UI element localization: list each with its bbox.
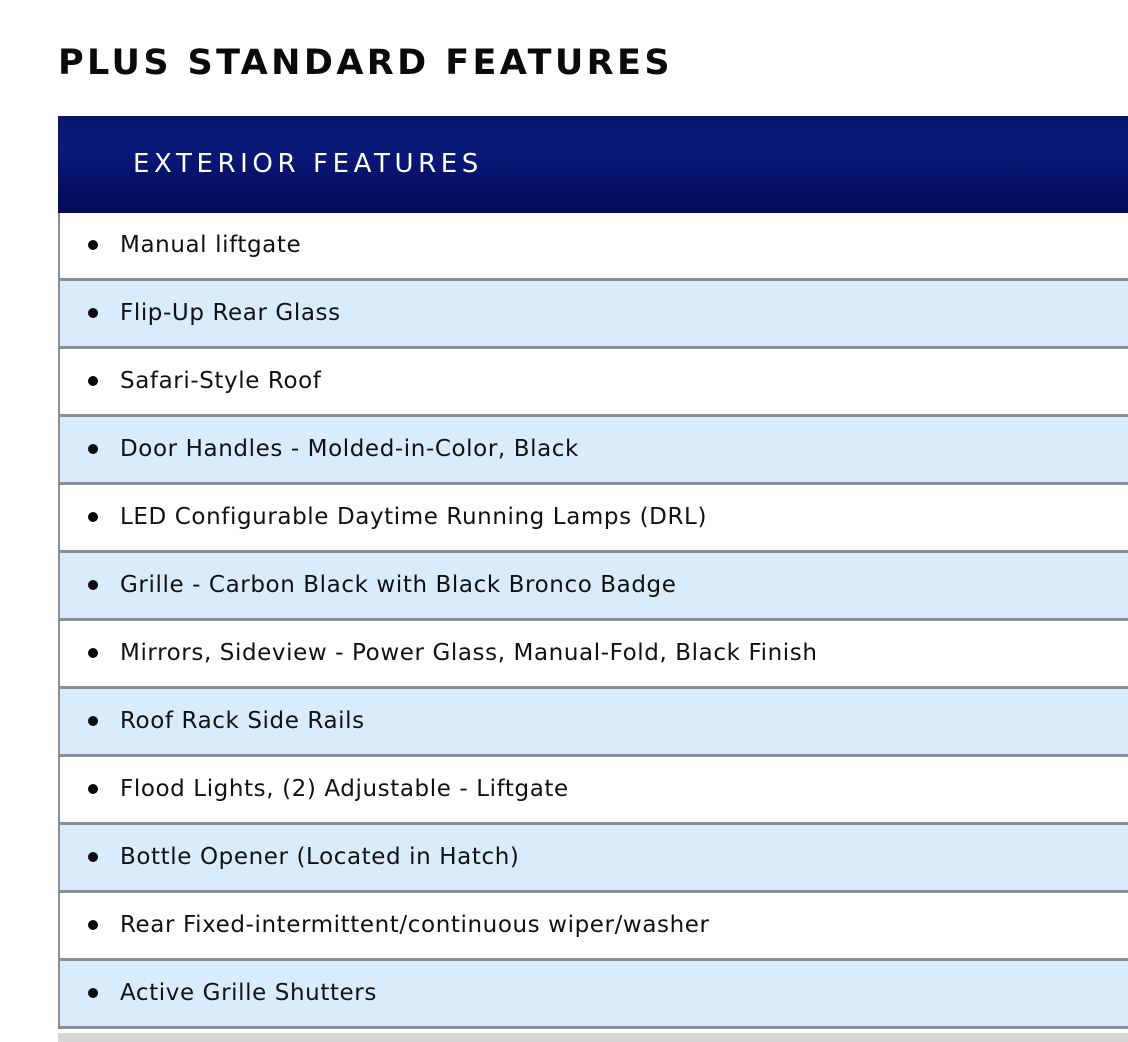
bullet-icon xyxy=(88,648,98,658)
list-item xyxy=(58,485,1128,553)
list-item xyxy=(58,349,1128,417)
page-title: PLUS STANDARD FEATURES xyxy=(58,43,673,83)
feature-label: Bottle Opener (Located in Hatch) xyxy=(120,844,520,870)
bullet-icon xyxy=(88,308,98,318)
list-item xyxy=(58,417,1128,485)
feature-label: Door Handles - Molded-in-Color, Black xyxy=(120,436,579,462)
bullet-icon xyxy=(88,376,98,386)
list-item xyxy=(58,961,1128,1029)
exterior-features-table xyxy=(58,116,1128,1029)
list-item xyxy=(58,553,1128,621)
feature-label: Mirrors, Sideview - Power Glass, Manual-Fold, Black Finish xyxy=(120,640,818,666)
section-header xyxy=(58,116,1128,213)
bullet-icon xyxy=(88,988,98,998)
feature-label: Flood Lights, (2) Adjustable - Liftgate xyxy=(120,776,569,802)
feature-label: Safari-Style Roof xyxy=(120,368,322,394)
feature-label: LED Configurable Daytime Running Lamps (DRL) xyxy=(120,504,708,530)
bullet-icon xyxy=(88,444,98,454)
bullet-icon xyxy=(88,716,98,726)
bullet-icon xyxy=(88,240,98,250)
list-item xyxy=(58,757,1128,825)
list-item xyxy=(58,893,1128,961)
section-title: EXTERIOR FEATURES xyxy=(133,149,483,179)
bullet-icon xyxy=(88,784,98,794)
bottom-divider xyxy=(58,1033,1128,1042)
feature-label: Roof Rack Side Rails xyxy=(120,708,365,734)
feature-label: Flip-Up Rear Glass xyxy=(120,300,341,326)
list-item xyxy=(58,825,1128,893)
bullet-icon xyxy=(88,920,98,930)
feature-label: Rear Fixed-intermittent/continuous wiper/washer xyxy=(120,912,710,938)
feature-list xyxy=(58,213,1128,1029)
bullet-icon xyxy=(88,580,98,590)
list-item xyxy=(58,281,1128,349)
feature-label: Grille - Carbon Black with Black Bronco Badge xyxy=(120,572,677,598)
list-item xyxy=(58,621,1128,689)
feature-label: Manual liftgate xyxy=(120,232,302,258)
bullet-icon xyxy=(88,852,98,862)
list-item xyxy=(58,689,1128,757)
bullet-icon xyxy=(88,512,98,522)
feature-label: Active Grille Shutters xyxy=(120,980,377,1006)
list-item xyxy=(58,213,1128,281)
